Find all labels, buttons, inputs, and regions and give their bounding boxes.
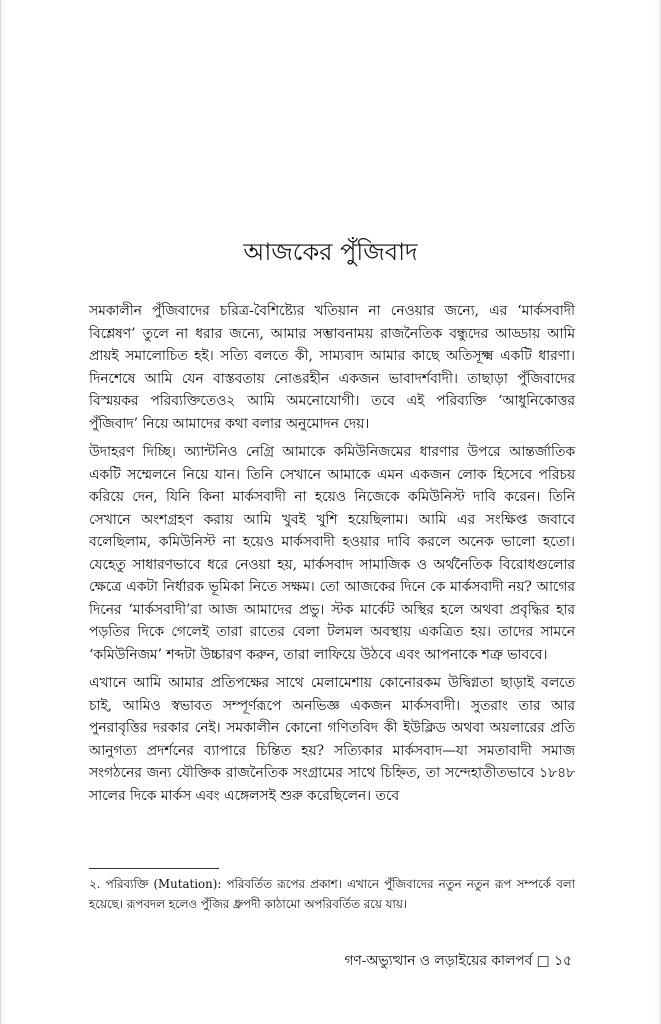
- footnote: ২. পরিব্যক্তি (Mutation): পরিবর্তিত রূপের প্রকাশ। এখানে পুঁজিবাদের নতুন নতুন রূপ সম্পর্কে বলা হয়েছে। রূপবদল হলেও পুঁজির ধ্রুপদী কাঠামো অপরিবর্তিত রয়ে যায়।: [89, 877, 575, 911]
- paragraph: সমকালীন পুঁজিবাদের চরিত্র-বৈশিষ্ট্যের খতিয়ান না নেওয়ার জন্যে, এর ‘মার্কসবাদী বিশ্লেষণ’ তুলে না ধরার জন্যে, আমার সম্ভাবনাময় রাজনৈতিক বন্ধুদের আড্ডায় আমি প্রায়ই সমালোচিত হই। সত্যি বলতে কী, সাম্যবাদ আমার কাছে অতিসূক্ষ্ম একটি ধারণা। দিনশেষে আমি যেন বাস্তবতায় নোঙরহীন একজন ভাবাদর্শবাদী। তাছাড়া পুঁজিবাদের বিস্ময়কর পরিব্যক্তিতেও২ আমি অমনোযোগী। তবে এই পরিব্যক্তি ‘আধুনিকোত্তর পুঁজিবাদ’ নিয়ে আমাদের কথা বলার অনুমোদন দেয়।: [89, 303, 575, 432]
- paragraph: উদাহরণ দিচ্ছি। অ্যান্টনিও নেগ্রি আমাকে কমিউনিজমের ধারণার উপরে আন্তর্জাতিক একটি সম্মেলনে নিয়ে যান। তিনি সেখানে আমাকে এমন একজন লোক হিসেবে পরিচয় করিয়ে দেন, যিনি কিনা মার্কসবাদী না হয়েও নিজেকে কমিউনিস্ট দাবি করেন। তিনি সেখানে অংশগ্রহণ করায় আমি খুবই খুশি হয়েছিলাম। আমি এর সংক্ষিপ্ত জবাবে বলেছিলাম, কমিউনিস্ট না হয়েও মার্কসবাদী হওয়ার দাবি করলে অনেক ভালো হতো। যেহেতু সাধারণভাবে ধরে নেওয়া হয়, মার্কসবাদ সামাজিক ও অর্থনৈতিক বিরোধগুলোর ক্ষেত্রে একটা নির্ধারক ভূমিকা নিতে সক্ষম। তো আজকের দিনে কে মার্কসবাদী নয়? আগের দিনের ‘মার্কসবাদী’রা আজ আমাদের প্রভু। স্টক মার্কেট অস্থির হলে অথবা প্রবৃদ্ধির হার পড়তির দিকে গেলেই তারা রাতের বেলা টলমল অবস্থায় একত্রিত হয়। তাদের সামনে ‘কমিউনিজম’ শব্দটা উচ্চারণ করুন, তারা লাফিয়ে উঠবে এবং আপনাকে শত্রু ভাববে।: [89, 444, 575, 663]
- running-footer: গণ-অভ্যুত্থান ও লড়াইয়ের কালপর্ব □ ১৫: [344, 953, 572, 969]
- chapter-title: আজকের পুঁজিবাদ: [243, 238, 418, 266]
- body-text: [89, 300, 575, 813]
- footnote-divider: [89, 868, 219, 869]
- paragraph: এখানে আমি আমার প্রতিপক্ষের সাথে মেলামেশায় কোনোরকম উদ্বিগ্নতা ছাড়াই বলতে চাই, আমিও স্বভাবত সম্পূর্ণরূপে অনভিজ্ঞ একজন মার্কসবাদী। সুতরাং তার আর পুনরাবৃত্তির দরকার নেই। সমকালীন কোনো গণিতবিদ কী ইউক্লিড অথবা অয়লারের প্রতি আনুগত্য প্রদর্শনের ব্যাপারে চিন্তিত হয়? সত্যিকার মার্কসবাদ—যা সমতাবাদী সমাজ সংগঠনের জন্য যৌক্তিক রাজনৈতিক সংগ্রামের সাথে চিহ্নিত, তা সন্দেহাতীতভাবে ১৮৪৮ সালের দিকে মার্কস এবং এঙ্গেলসই শুরু করেছিলেন। তবে: [89, 675, 575, 804]
